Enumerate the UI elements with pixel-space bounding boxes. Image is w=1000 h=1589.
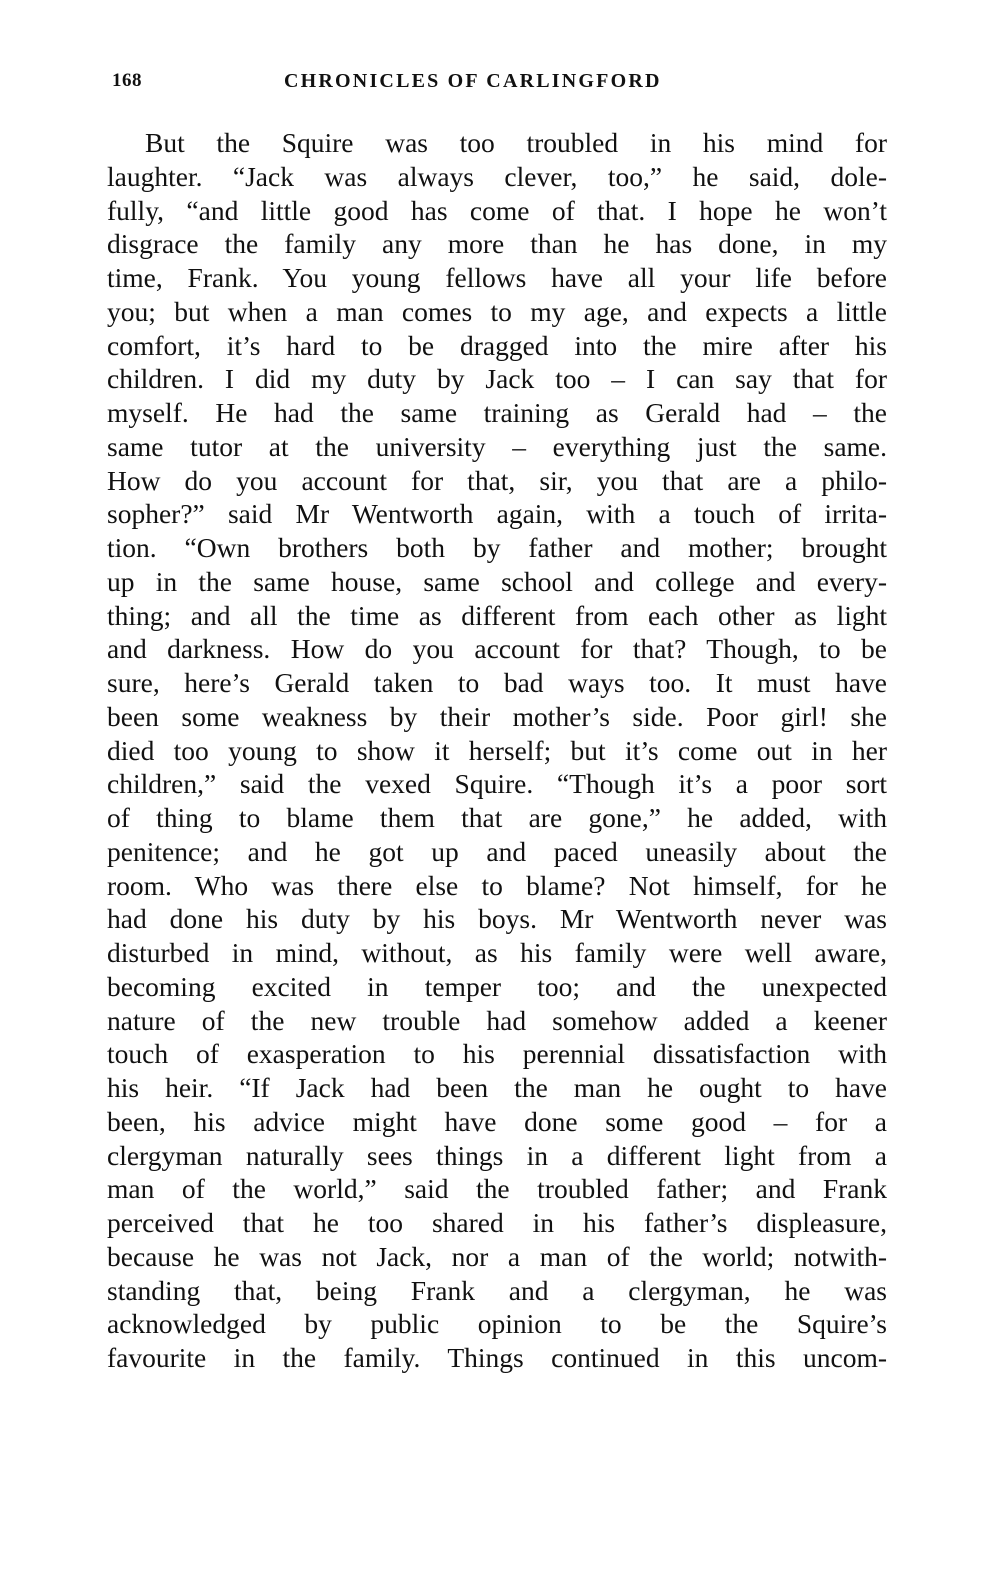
- text-line: died too young to show it herself; but it’s come out in her: [107, 734, 887, 766]
- text-line: clergyman naturally sees things in a different light from a: [107, 1139, 887, 1171]
- text-line: But the Squire was too troubled in his mind for: [145, 127, 887, 158]
- text-line: acknowledged by public opinion to be the Squire’s: [107, 1308, 887, 1340]
- text-line: favourite in the family. Things continued in this uncom-: [107, 1342, 887, 1373]
- text-line: of thing to blame them that are gone,” he added, with: [107, 802, 887, 833]
- text-line: time, Frank. You young fellows have all your life before: [107, 262, 887, 293]
- text-line: up in the same house, same school and college and every-: [107, 565, 887, 597]
- page-number: 168: [112, 70, 142, 91]
- text-line: laughter. “Jack was always clever, too,” he said, dole-: [107, 160, 887, 192]
- text-line: room. Who was there else to blame? Not himself, for he: [107, 869, 887, 901]
- text-line: becoming excited in temper too; and the unexpected: [107, 970, 887, 1002]
- text-line: and darkness. How do you account for that? Though, to be: [107, 633, 887, 665]
- text-line: man of the world,” said the troubled father; and Frank: [107, 1173, 887, 1205]
- text-line: disturbed in mind, without, as his family were well aware,: [107, 937, 887, 968]
- text-line: sure, here’s Gerald taken to bad ways too. It must have: [107, 667, 887, 698]
- text-line: his heir. “If Jack had been the man he ought to have: [107, 1072, 887, 1103]
- text-line: you; but when a man comes to my age, and expects a little: [107, 295, 887, 327]
- text-line: children,” said the vexed Squire. “Though it’s a poor sort: [107, 768, 887, 800]
- text-line: had done his duty by his boys. Mr Wentworth never was: [107, 903, 887, 935]
- text-line: same tutor at the university – everything just the same.: [107, 430, 887, 462]
- text-line: touch of exasperation to his perennial dissatisfaction with: [107, 1038, 887, 1070]
- text-line: myself. He had the same training as Gerald had – the: [107, 397, 887, 428]
- text-line: thing; and all the time as different from each other as light: [107, 599, 887, 631]
- text-line: tion. “Own brothers both by father and mother; brought: [107, 532, 887, 563]
- text-line: sopher?” said Mr Wentworth again, with a touch of irrita-: [107, 498, 887, 530]
- text-line: fully, “and little good has come of that. I hope he won’t: [107, 194, 887, 226]
- text-line: children. I did my duty by Jack too – I can say that for: [107, 363, 887, 395]
- text-line: been some weakness by their mother’s side. Poor girl! she: [107, 700, 887, 732]
- text-line: nature of the new trouble had somehow added a keener: [107, 1004, 887, 1036]
- running-title: CHRONICLES OF CARLINGFORD: [284, 70, 662, 92]
- text-line: because he was not Jack, nor a man of the world; notwith-: [107, 1240, 887, 1272]
- running-head: [112, 70, 888, 100]
- text-line: penitence; and he got up and paced uneasily about the: [107, 835, 887, 867]
- text-line: disgrace the family any more than he has done, in my: [107, 228, 887, 260]
- text-line: How do you account for that, sir, you that are a philo-: [107, 464, 887, 496]
- text-line: comfort, it’s hard to be dragged into the mire after his: [107, 329, 887, 361]
- text-line: perceived that he too shared in his father’s displeasure,: [107, 1207, 887, 1238]
- body-text: [107, 126, 887, 1375]
- text-line: standing that, being Frank and a clergyman, he was: [107, 1274, 887, 1306]
- text-line: been, his advice might have done some good – for a: [107, 1105, 887, 1137]
